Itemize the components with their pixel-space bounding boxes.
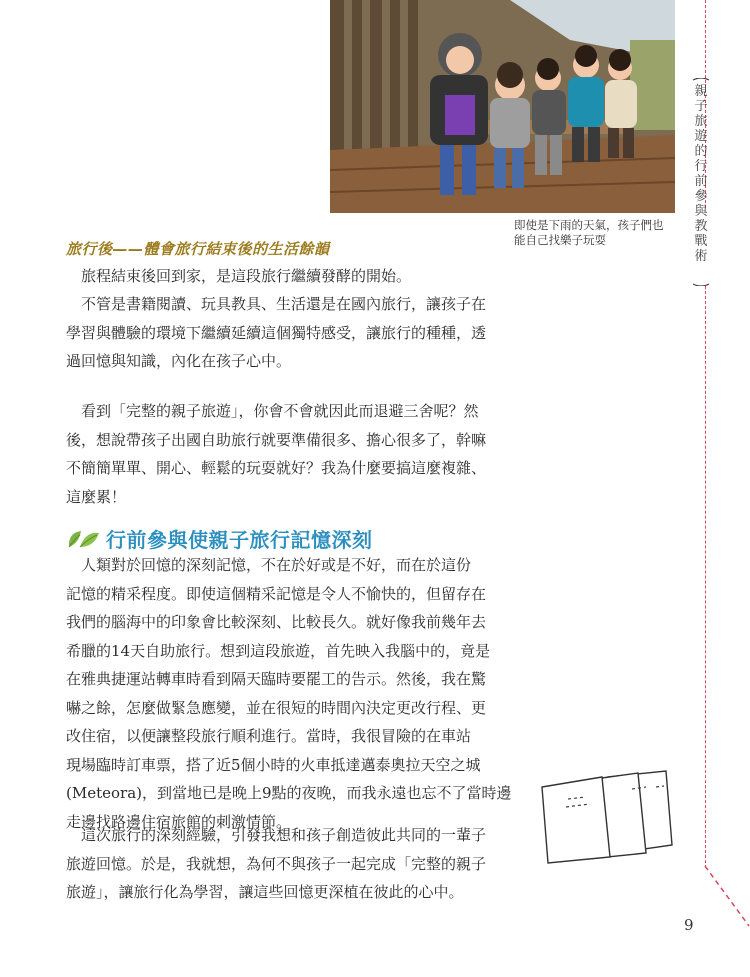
photo-caption [514, 218, 684, 248]
caption-line: 能自己找樂子玩耍 [514, 233, 606, 247]
paragraph-line: 旅程結束後回到家，是這段旅行繼續發酵的開始。 [66, 267, 412, 285]
paragraph-line: 在雅典捷運站轉車時看到隔天臨時要罷工的告示。然後，我在驚 [66, 670, 487, 688]
paragraph-line: 看到「完整的親子旅遊」，你會不會就因此而退避三舍呢？然 [66, 402, 479, 420]
paragraph-line: 走邊找路邊住宿旅館的刺激情節。 [66, 812, 292, 831]
side-tab-char: 行 [694, 159, 708, 174]
side-tab [689, 78, 713, 286]
paragraph-line: 改住宿，以便讓整段旅行順利進行。當時，我很冒險的在車站 [66, 727, 472, 745]
paragraph-line: (Meteora)，到當地已是晚上9點的夜晚，而我永遠也忘不了當時邊 [66, 784, 512, 802]
leaf-icon [66, 525, 100, 551]
side-tab-char: 前 [694, 174, 708, 189]
side-tab-char: 子 [694, 99, 708, 114]
side-tab-char: 教 [694, 219, 708, 234]
paragraph-line: 人類對於回憶的深刻記憶，不在於好或是不好，而在於這份 [66, 556, 472, 574]
side-tab-text [689, 78, 713, 286]
side-tab-char: 親 [694, 84, 708, 99]
paragraph-line: 這次旅行的深刻經驗，引發我想和孩子創造彼此共同的一輩子 [66, 826, 487, 844]
paragraph-line: 不簡簡單單、開心、輕鬆的玩耍就好？我為什麼要搞這麼複雜、 [66, 459, 487, 477]
side-tab-char: 的 [694, 144, 708, 159]
paragraph [66, 397, 516, 511]
side-tab-char: 遊 [694, 129, 708, 144]
paragraph-line: 我們的腦海中的印象會比較深刻、比較長久。就好像我前幾年去 [66, 613, 487, 631]
paragraph [66, 290, 516, 376]
side-tab-char: 旅 [694, 114, 708, 129]
paragraph-line: 希臘的14天自助旅行。想到這段旅遊，首先映入我腦中的，竟是 [66, 641, 491, 660]
paragraph-line: 旅遊」，讓旅行化為學習，讓這些回憶更深植在彼此的心中。 [66, 883, 464, 901]
dashed-border-diagonal [704, 866, 750, 977]
paragraph-line: 學習與體驗的環境下繼續延續這個獨特感受，讓旅行的種種，透 [66, 323, 487, 342]
dashed-border-bottom [705, 286, 706, 868]
paragraph-line: 旅遊回憶。於是，我就想，為何不與孩子一起完成「完整的親子 [66, 854, 487, 873]
paragraph-line: 嚇之餘，怎麼做緊急應變，並在很短的時間內決定更改行程、更 [66, 698, 487, 717]
paragraph-line: 後，想說帶孩子出國自助旅行就要準備很多、擔心很多了，幹嘛 [66, 430, 487, 449]
papers-illustration [538, 765, 678, 865]
side-tab-char: 與 [694, 204, 708, 219]
section-title-text: 行前參與使親子旅行記憶深刻 [106, 527, 373, 552]
subheading: 旅行後——體會旅行結束後的生活餘韻 [66, 240, 330, 258]
paragraph [66, 262, 516, 291]
side-tab-char: 戰 [694, 234, 708, 249]
children-photo-illustration [330, 0, 675, 213]
paragraph-line: 過回憶與知識，內化在孩子心中。 [66, 352, 292, 370]
paragraph-line: 現場臨時訂車票，搭了近5個小時的火車抵達邁泰奧拉天空之城 [66, 755, 481, 774]
side-tab-char: 參 [694, 189, 708, 204]
caption-line: 即使是下雨的天氣，孩子們也 [514, 218, 664, 232]
children-photo [330, 0, 675, 213]
paragraph [66, 551, 516, 836]
paragraph-line: 不管是書籍閱讀、玩具教具、生活還是在國內旅行，讓孩子在 [66, 295, 487, 313]
paragraph [66, 821, 516, 907]
paragraph-line: 這麼累！ [66, 487, 127, 506]
paragraph-line: 記憶的精采程度。即使這個精采記憶是令人不愉快的，但留存在 [66, 584, 487, 603]
page-number: 9 [684, 916, 694, 934]
side-tab-char: 術 [694, 249, 708, 264]
section-title [66, 523, 373, 553]
